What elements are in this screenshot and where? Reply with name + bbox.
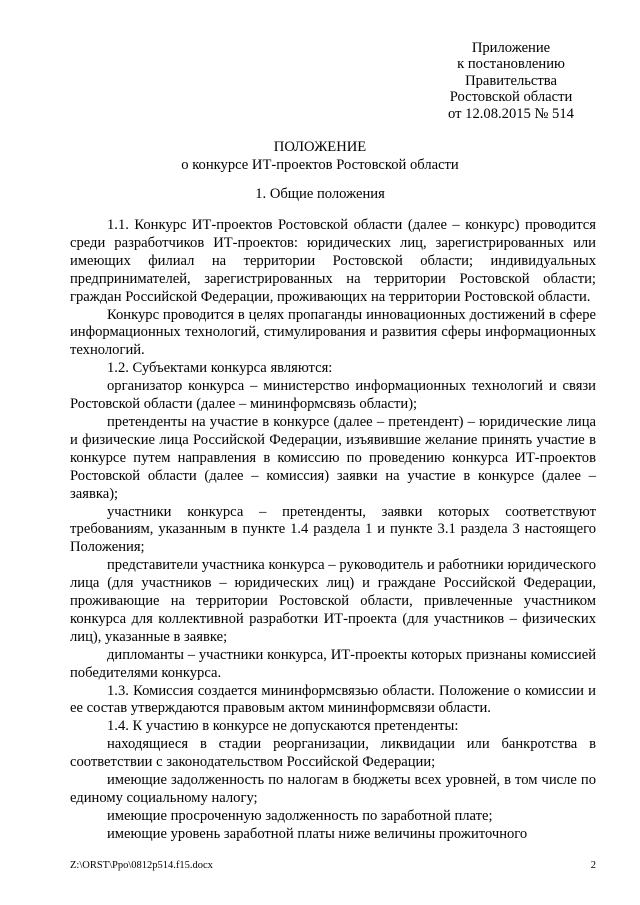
appendix-line: Ростовской области [449,89,573,106]
file-path: Z:\ORST\Ppo\0812p514.f15.docx [70,860,213,871]
title-heading: ПОЛОЖЕНИЕ [273,139,367,155]
appendix-line: Приложение [471,40,551,56]
document-body [70,217,596,844]
paragraph: дипломанты – участники конкурса, ИТ-проекты которых признаны комиссией победителями конкурса. [70,646,596,681]
paragraph: представители участника конкурса – руководитель и работники юридического лица (для участников – юридических лиц) и граждане Российской Федерации, проживающие на территории Ростовской области, привлеченные участником конкурса для коллективной разработки ИТ-проекта (для участников – физических лиц), указанные в заявке; [70,557,596,645]
paragraph: имеющие задолженность по налогам в бюджеты всех уровней, в том числе по единому социальному налогу; [70,772,596,806]
section-heading: 1. Общие положения [255,186,385,202]
paragraph: находящиеся в стадии реорганизации, ликвидации или банкротства в соответствии с законодательством Российской Федерации; [70,736,596,771]
paragraph: участники конкурса – претенденты, заявки которых соответствуют требованиям, указанным в пункте 1.4 раздела 1 и пункте 3.1 раздела 3 настоящего Положения; [70,503,596,556]
paragraph: 1.4. К участию в конкурсе не допускаются претенденты: [107,718,459,735]
page-footer [70,860,596,872]
appendix-line: к постановлению [457,56,565,73]
title-subheading: о конкурсе ИТ-проектов Ростовской области [181,156,459,173]
appendix-line: Правительства [465,72,557,89]
page-number: 2 [590,860,596,871]
paragraph: 1.3. Комиссия создается мининформсвязью области. Положение о комиссии и ее состав утверждаются правовым актом мининформсвязи области. [70,682,596,717]
paragraph: организатор конкурса – министерство информационных технологий и связи Ростовской области (далее – мининформсвязь области); [70,378,596,413]
paragraph: имеющие уровень заработной платы ниже величины прожиточного [107,825,528,842]
paragraph: имеющие просроченную задолженность по заработной плате; [107,807,493,824]
paragraph: Конкурс проводится в целях пропаганды инновационных достижений в сфере информационных технологий, стимулирования и развития сферы информационных технологий. [70,306,596,359]
paragraph: 1.2. Субъектами конкурса являются: [107,360,333,377]
document-title [0,139,640,174]
appendix-block [410,40,612,122]
appendix-line: от 12.08.2015 № 514 [448,105,574,122]
paragraph: претенденты на участие в конкурсе (далее – претендент) – юридические лица и физические лица Российской Федерации, изъявившие желание принять участие в конкурсе путем направления в комиссию по проведению конкурса ИТ-проектов Ростовской области (далее – комиссия) заявки на участие в конкурсе (далее – заявка); [70,413,596,502]
paragraph: 1.1. Конкурс ИТ-проектов Ростовской области (далее – конкурс) проводится среди разработчиков ИТ-проектов: юридических лиц, зарегистрированных или имеющих филиал на территории Ростовской области; индивидуальных предпринимателей, зарегистрированных на территории Ростовской области; граждан Российской Федерации, проживающих на территории Ростовской области. [70,217,596,305]
